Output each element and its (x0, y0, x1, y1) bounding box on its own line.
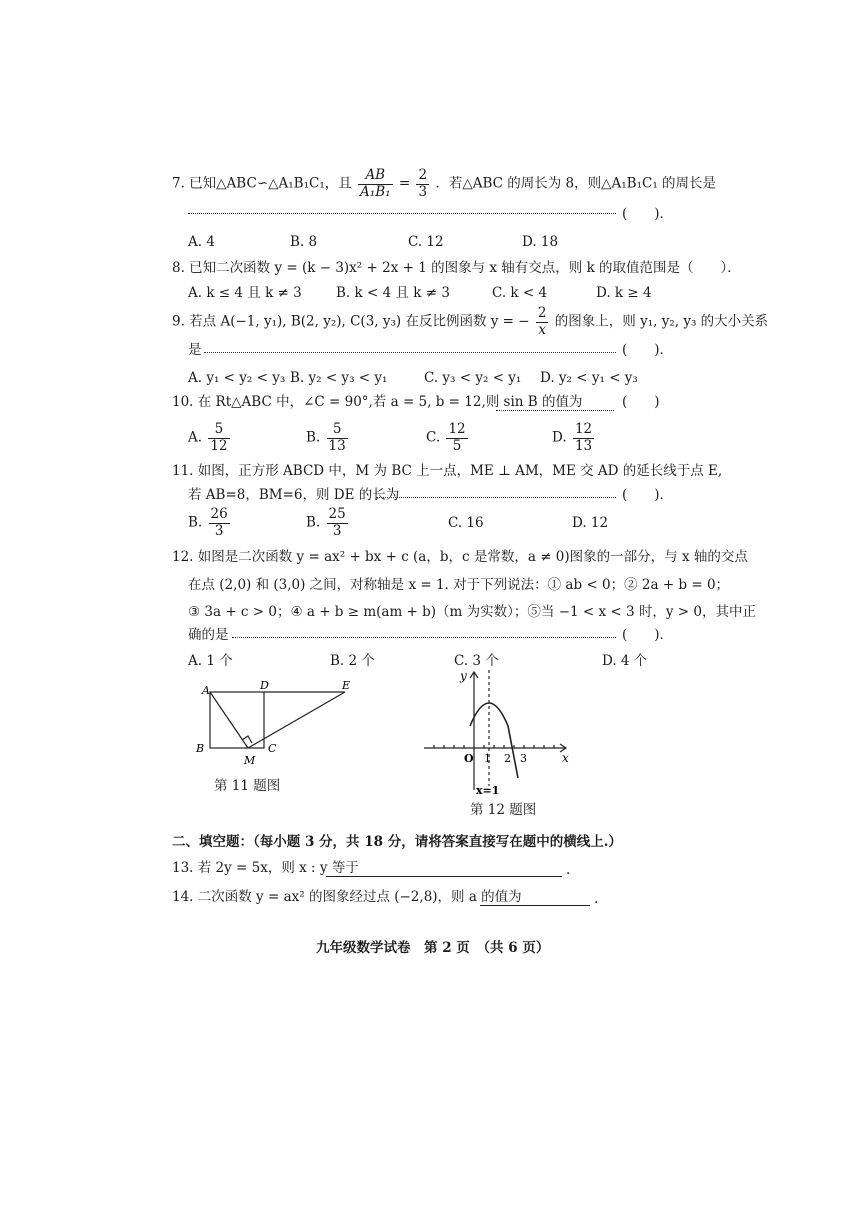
q12-paren: ( )． (622, 627, 674, 643)
q11-option-b-num: 25 (328, 506, 346, 522)
label-o: O (464, 752, 474, 765)
q10-option-d-den: 13 (574, 437, 593, 454)
label-e: E (342, 679, 351, 692)
q7-val-den: 3 (418, 183, 428, 200)
q7-option-a: A. 4 (188, 234, 215, 250)
q11-line1: 11. 如图，正方形 ABCD 中，M 为 BC 上一点，ME ⊥ AM，ME 交 AD 的延长线于点 E, (172, 463, 723, 479)
page-footer: 九年级数学试卷 第 2 页 （共 6 页） (316, 940, 550, 956)
q10-option-b (306, 422, 350, 454)
label-c: C (268, 742, 277, 755)
q10-option-d (552, 422, 596, 454)
q7-option-b: B. 8 (290, 234, 318, 250)
q7-option-d: D. 18 (522, 234, 559, 250)
q7-val-num: 2 (418, 167, 428, 183)
q8-option-d: D. k ≥ 4 (596, 285, 652, 301)
q9-option-b: B. y₂ < y₃ < y₁ (290, 370, 388, 386)
label-axis-eq: x=1 (476, 784, 500, 796)
q8-stem: 8. 已知二次函数 y = (k − 3)x² + 2x + 1 的图象与 x 轴有交点，则 k 的取值范围是（ ）． (172, 260, 741, 276)
q11-option-b-den: 3 (332, 522, 342, 539)
q10-answer-line (496, 410, 614, 411)
q9-option-c: C. y₃ < y₂ < y₁ (424, 370, 522, 386)
q9-stem (172, 306, 768, 338)
q9-stem-b: 的图象上，则 y₁, y₂, y₃ 的大小关系 (554, 313, 769, 330)
q11-option-b (306, 507, 350, 539)
q12-option-b: B. 2 个 (330, 653, 375, 669)
figure-12 (420, 666, 580, 796)
q7-frac-num: AB (358, 168, 393, 185)
square-abcd (210, 692, 264, 748)
q10-paren: ( ) (622, 394, 660, 410)
q7-stem-b: ．若△ABC 的周长为 8，则△A₁B₁C₁ 的周长是 (435, 175, 717, 192)
q12-option-c: C. 3 个 (454, 653, 499, 669)
q12-line2: 在点 (2,0) 和 (3,0) 之间，对称轴是 x = 1. 对于下列说法：① ab < 0；② 2a + b = 0； (188, 577, 730, 593)
label-d: D (260, 679, 269, 692)
q11-paren: ( )． (622, 487, 674, 503)
figure-11 (190, 678, 360, 774)
q9-frac-den: x (538, 321, 546, 338)
parabola-curve (470, 703, 518, 778)
q7-answer-dots (188, 213, 616, 214)
q10-option-a (188, 422, 232, 454)
label-3: 3 (520, 752, 527, 765)
q7-stem-a: 7. 已知△ABC∽△A₁B₁C₁，且 (172, 175, 352, 192)
label-2: 2 (504, 752, 511, 765)
q14-text: 14. 二次函数 y = ax² 的图象经过点 (−2,8)，则 a 的值为 (172, 889, 522, 905)
q10-option-b-num: 5 (327, 422, 348, 439)
q10-option-c-den: 5 (452, 437, 462, 454)
q11-answer-dots (376, 497, 616, 498)
label-a: A (202, 684, 210, 697)
figure-11-caption: 第 11 题图 (214, 778, 281, 794)
q7-paren: ( )． (622, 206, 674, 222)
q10-option-c-num: 12 (448, 421, 466, 437)
label-m: M (244, 754, 256, 767)
q9-fraction (536, 306, 549, 338)
q7-option-c: C. 12 (408, 234, 444, 250)
q11-option-a-den: 3 (214, 522, 224, 539)
q11-option-a-label: B. (188, 514, 203, 531)
figure-12-caption: 第 12 题图 (470, 802, 537, 818)
q7-value-fraction (416, 168, 429, 200)
q12-option-a: A. 1 个 (188, 653, 233, 669)
q11-option-c: C. 16 (448, 515, 484, 531)
q7-frac-den: A₁B₁ (360, 183, 391, 200)
q11-option-d: D. 12 (572, 515, 609, 531)
q12-line3: ③ 3a + c > 0；④ a + b ≥ m(am + b)（m 为实数）；⑤当 −1 < x < 3 时，y > 0，其中正 (188, 604, 756, 620)
q9-option-d: D. y₂ < y₁ < y₃ (540, 370, 638, 386)
label-y: y (460, 669, 467, 683)
label-x: x (562, 751, 569, 765)
q13-end: . (566, 862, 571, 878)
q9-frac-num: 2 (537, 305, 547, 321)
q9-stem-a: 9. 若点 A(−1, y₁), B(2, y₂), C(3, y₃) 在反比例函数 y = − (172, 313, 530, 330)
q11-option-a (188, 507, 232, 539)
q10-option-d-num: 12 (574, 421, 593, 437)
q10-option-a-label: A. (188, 429, 203, 446)
q9-line2: 是 (188, 342, 202, 358)
q12-line4: 确的是 (188, 627, 229, 643)
q9-option-a: A. y₁ < y₂ < y₃ (188, 370, 286, 386)
q10-option-c-label: C. (426, 429, 441, 446)
q11-option-b-label: B. (306, 514, 321, 531)
q10-option-d-label: D. (552, 429, 567, 446)
q14-end: . (594, 891, 599, 907)
q8-option-c: C. k < 4 (492, 285, 548, 301)
q10-option-b-den: 13 (328, 437, 346, 454)
q9-paren: ( )． (622, 342, 674, 358)
label-b: B (196, 742, 205, 755)
q11-line2: 若 AB=8，BM=6，则 DE 的长为 (188, 487, 400, 503)
q10-option-a-num: 5 (208, 422, 229, 439)
q10-option-b-label: B. (306, 429, 321, 446)
segment-me (248, 692, 345, 748)
q8-option-a: A. k ≤ 4 且 k ≠ 3 (188, 285, 302, 301)
section2-heading: 二、填空题：（每小题 3 分，共 18 分，请将答案直接写在题中的横线上.） (172, 834, 622, 850)
q13-blank (326, 876, 562, 877)
q7-eq: = (398, 175, 411, 192)
q12-answer-dots (232, 637, 616, 638)
q13-text: 13. 若 2y = 5x，则 x : y 等于 (172, 860, 359, 876)
q10-option-c (426, 422, 470, 454)
label-1: 1 (484, 752, 491, 765)
q12-option-d: D. 4 个 (602, 653, 648, 669)
q8-option-b: B. k < 4 且 k ≠ 3 (336, 285, 450, 301)
q9-answer-dots (204, 352, 616, 353)
q14-blank (480, 905, 590, 906)
q10-stem: 10. 在 Rt△ABC 中，∠C = 90°,若 a = 5, b = 12,则 sin B 的值为 (172, 394, 583, 410)
q11-option-a-num: 26 (210, 506, 228, 522)
q7-stem (172, 168, 716, 200)
q10-option-a-den: 12 (210, 437, 228, 454)
q7-fraction (358, 168, 393, 200)
q12-line1: 12. 如图是二次函数 y = ax² + bx + c (a，b，c 是常数，a ≠ 0)图象的一部分，与 x 轴的交点 (172, 549, 748, 565)
